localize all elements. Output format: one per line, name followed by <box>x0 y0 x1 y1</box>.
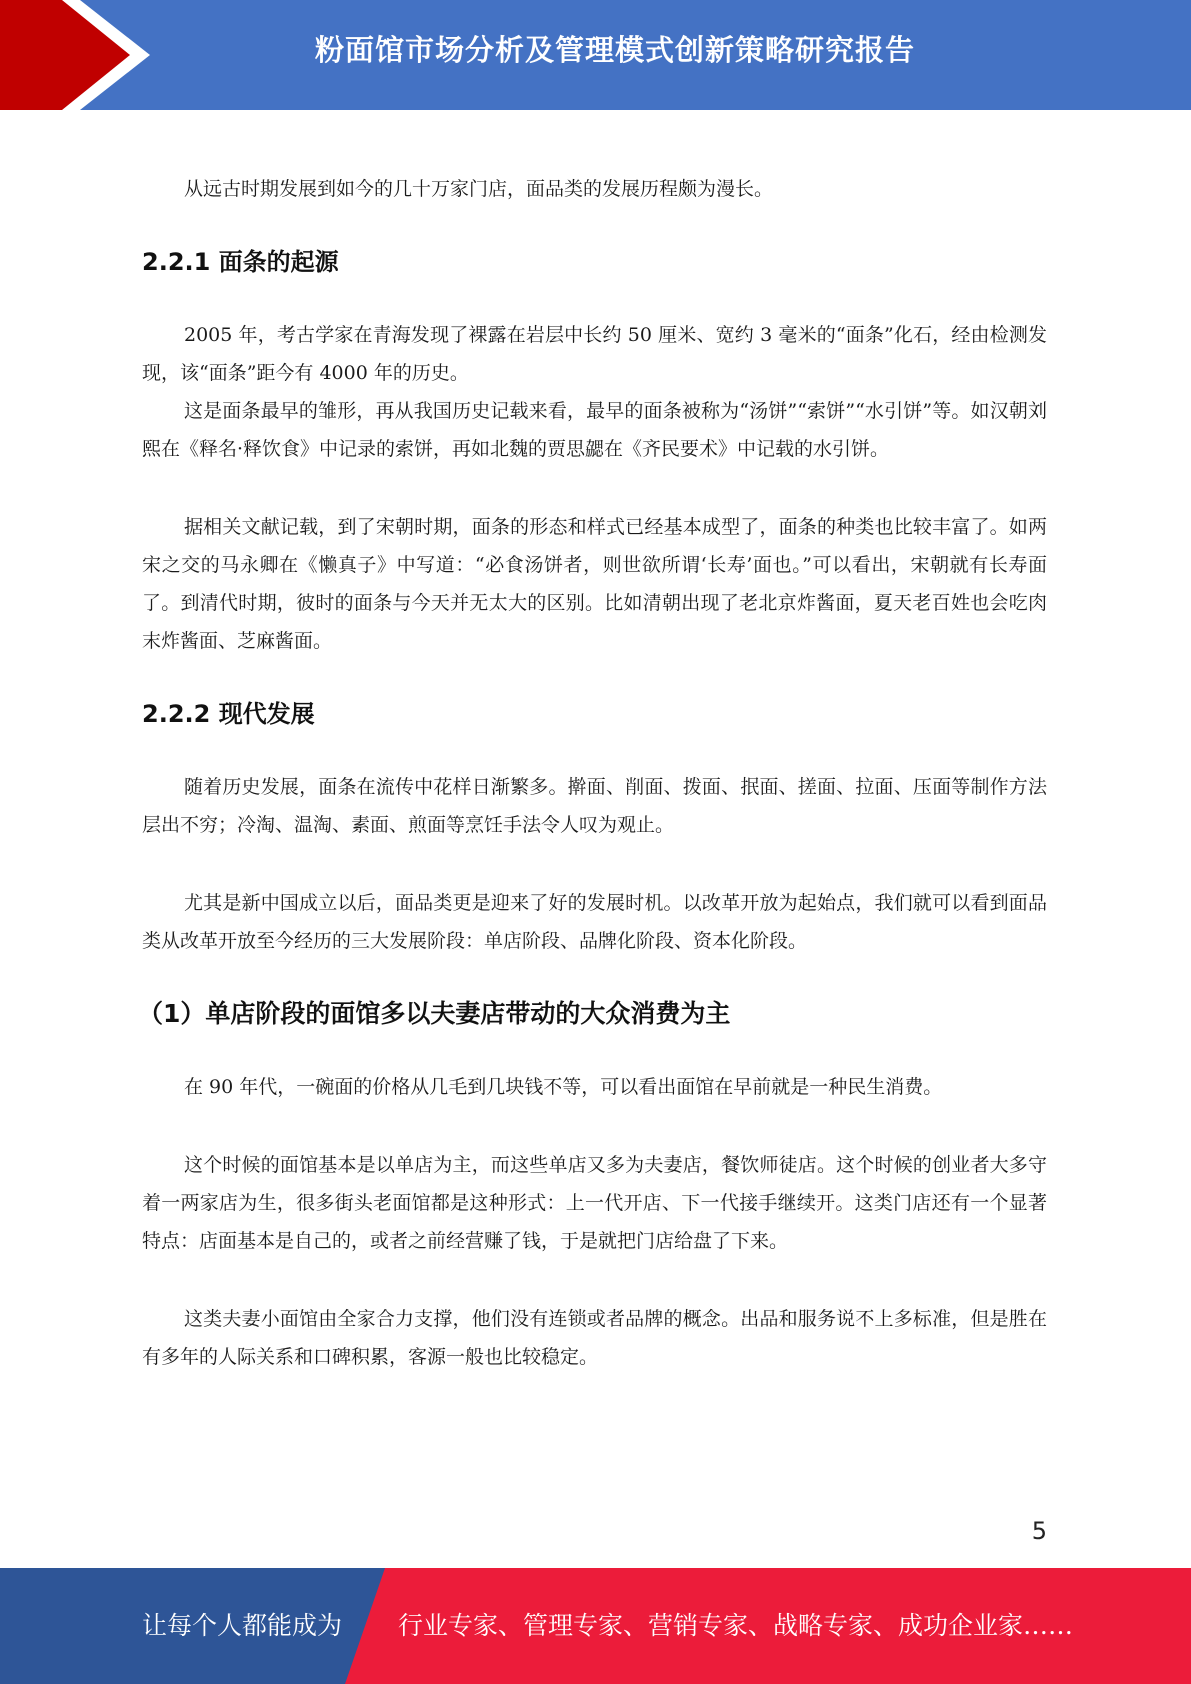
header-chevron-icon <box>0 0 160 110</box>
paragraph: 这是面条最早的雏形，再从我国历史记载来看，最早的面条被称为“汤饼”“索饼”“水引饼”等。如汉朝刘熙在《释名·释饮食》中记录的索饼，再如北魏的贾思勰在《齐民要术》中记载的水引饼。 <box>142 400 1047 460</box>
paragraph: 尤其是新中国成立以后，面品类更是迎来了好的发展时机。以改革开放为起始点，我们就可以看到面品类从改革开放至今经历的三大发展阶段：单店阶段、品牌化阶段、资本化阶段。 <box>142 892 1047 952</box>
document-body <box>138 170 1047 1376</box>
page-header <box>0 0 1191 110</box>
footer-slogan-left: 让每个人都能成为 <box>142 1611 343 1640</box>
paragraph: 这类夫妻小面馆由全家合力支撑，他们没有连锁或者品牌的概念。出品和服务说不上多标准，但是胜在有多年的人际关系和口碑积累，客源一般也比较稳定。 <box>142 1308 1047 1368</box>
page-number: 5 <box>1031 1517 1047 1545</box>
paragraph: 据相关文献记载，到了宋朝时期，面条的形态和样式已经基本成型了，面条的种类也比较丰富了。如两宋之交的马永卿在《懒真子》中写道：“必食汤饼者，则世欲所谓‘长寿’面也。”可以看出，宋朝就有长寿面了。到清代时期，彼时的面条与今天并无太大的区别。比如清朝出现了老北京炸酱面，夏天老百姓也会吃肉末炸酱面、芝麻酱面。 <box>142 516 1047 652</box>
paragraph: 随着历史发展，面条在流传中花样日渐繁多。擀面、削面、拨面、抿面、搓面、拉面、压面等制作方法层出不穷；冷淘、温淘、素面、煎面等烹饪手法令人叹为观止。 <box>142 776 1047 836</box>
report-title: 粉面馆市场分析及管理模式创新策略研究报告 <box>314 33 915 67</box>
paragraph: 在 90 年代，一碗面的价格从几毛到几块钱不等，可以看出面馆在早前就是一种民生消费。 <box>184 1076 943 1098</box>
section-heading-origin: 2.2.1 面条的起源 <box>142 248 339 276</box>
footer-slogan-right: 行业专家、管理专家、营销专家、战略专家、成功企业家…… <box>398 1611 1074 1640</box>
page-footer <box>0 1568 1191 1684</box>
subsection-heading: （1）单店阶段的面馆多以夫妻店带动的大众消费为主 <box>138 999 731 1028</box>
section-heading-modern: 2.2.2 现代发展 <box>142 700 315 728</box>
paragraph: 这个时候的面馆基本是以单店为主，而这些单店又多为夫妻店，餐饮师徒店。这个时候的创业者大多守着一两家店为生，很多街头老面馆都是这种形式：上一代开店、下一代接手继续开。这类门店还有一个显著特点：店面基本是自己的，或者之前经营赚了钱，于是就把门店给盘了下来。 <box>142 1154 1047 1252</box>
paragraph: 2005 年，考古学家在青海发现了裸露在岩层中长约 50 厘米、宽约 3 毫米的“面条”化石，经由检测发现，该“面条”距今有 4000 年的历史。 <box>142 324 1047 384</box>
intro-paragraph: 从远古时期发展到如今的几十万家门店，面品类的发展历程颇为漫长。 <box>184 178 774 200</box>
